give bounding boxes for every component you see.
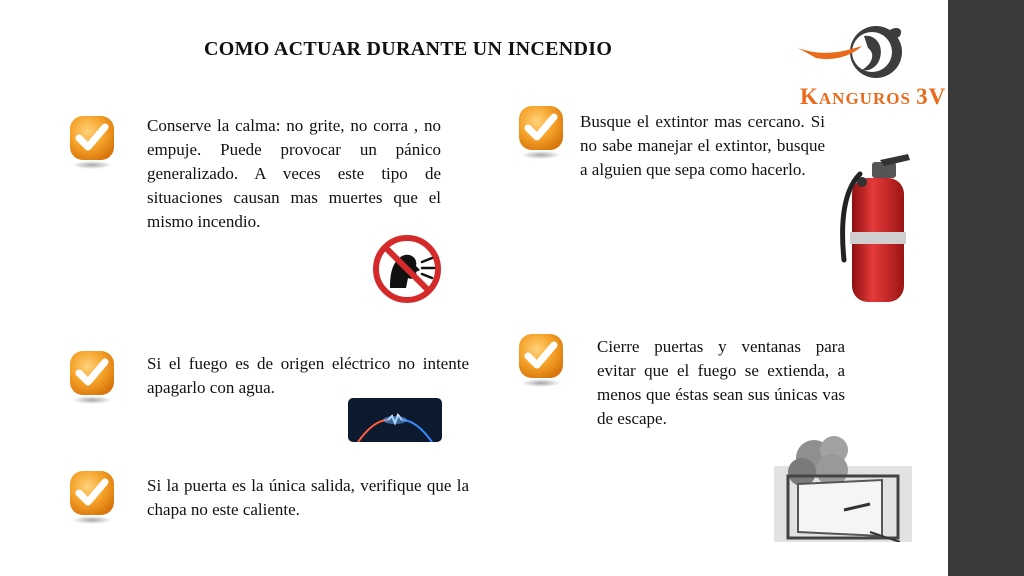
- logo-wordmark: [800, 84, 946, 110]
- item-close-doors: Cierre puertas y ventanas para evitar que el fuego se extienda, a menos que éstas sean sus únicas vas de escape.: [597, 337, 845, 428]
- item-door-handle: Si la puerta es la única salida, verifique que la chapa no este caliente.: [147, 476, 469, 519]
- logo-suffix: 3V: [916, 84, 947, 109]
- no-shouting-icon: [372, 234, 442, 304]
- electric-spark-icon: [348, 398, 442, 442]
- check-icon: [67, 112, 117, 172]
- right-side-bar: [948, 0, 1024, 576]
- item-electric: Si el fuego es de origen eléctrico no intente apagarlo con agua.: [147, 354, 469, 397]
- fire-extinguisher-icon: [834, 150, 914, 304]
- check-icon: [67, 467, 117, 527]
- smoke-door-icon: [774, 436, 912, 542]
- check-icon: [67, 347, 117, 407]
- item-calm: Conserve la calma: no grite, no corra , no empuje. Puede provocar un pánico generalizado. A veces este tipo de situaciones causan mas muertes que el mismo incendio.: [147, 116, 441, 231]
- check-icon: [516, 330, 566, 390]
- logo-rest: ANGUROS: [818, 89, 911, 108]
- logo-initial: K: [800, 84, 819, 109]
- item-extinguisher: Busque el extintor mas cercano. Si no sabe manejar el extintor, busque a alguien que sepa como hacerlo.: [580, 112, 825, 179]
- check-icon: [516, 102, 566, 162]
- slide-title: COMO ACTUAR DURANTE UN INCENDIO: [204, 38, 613, 60]
